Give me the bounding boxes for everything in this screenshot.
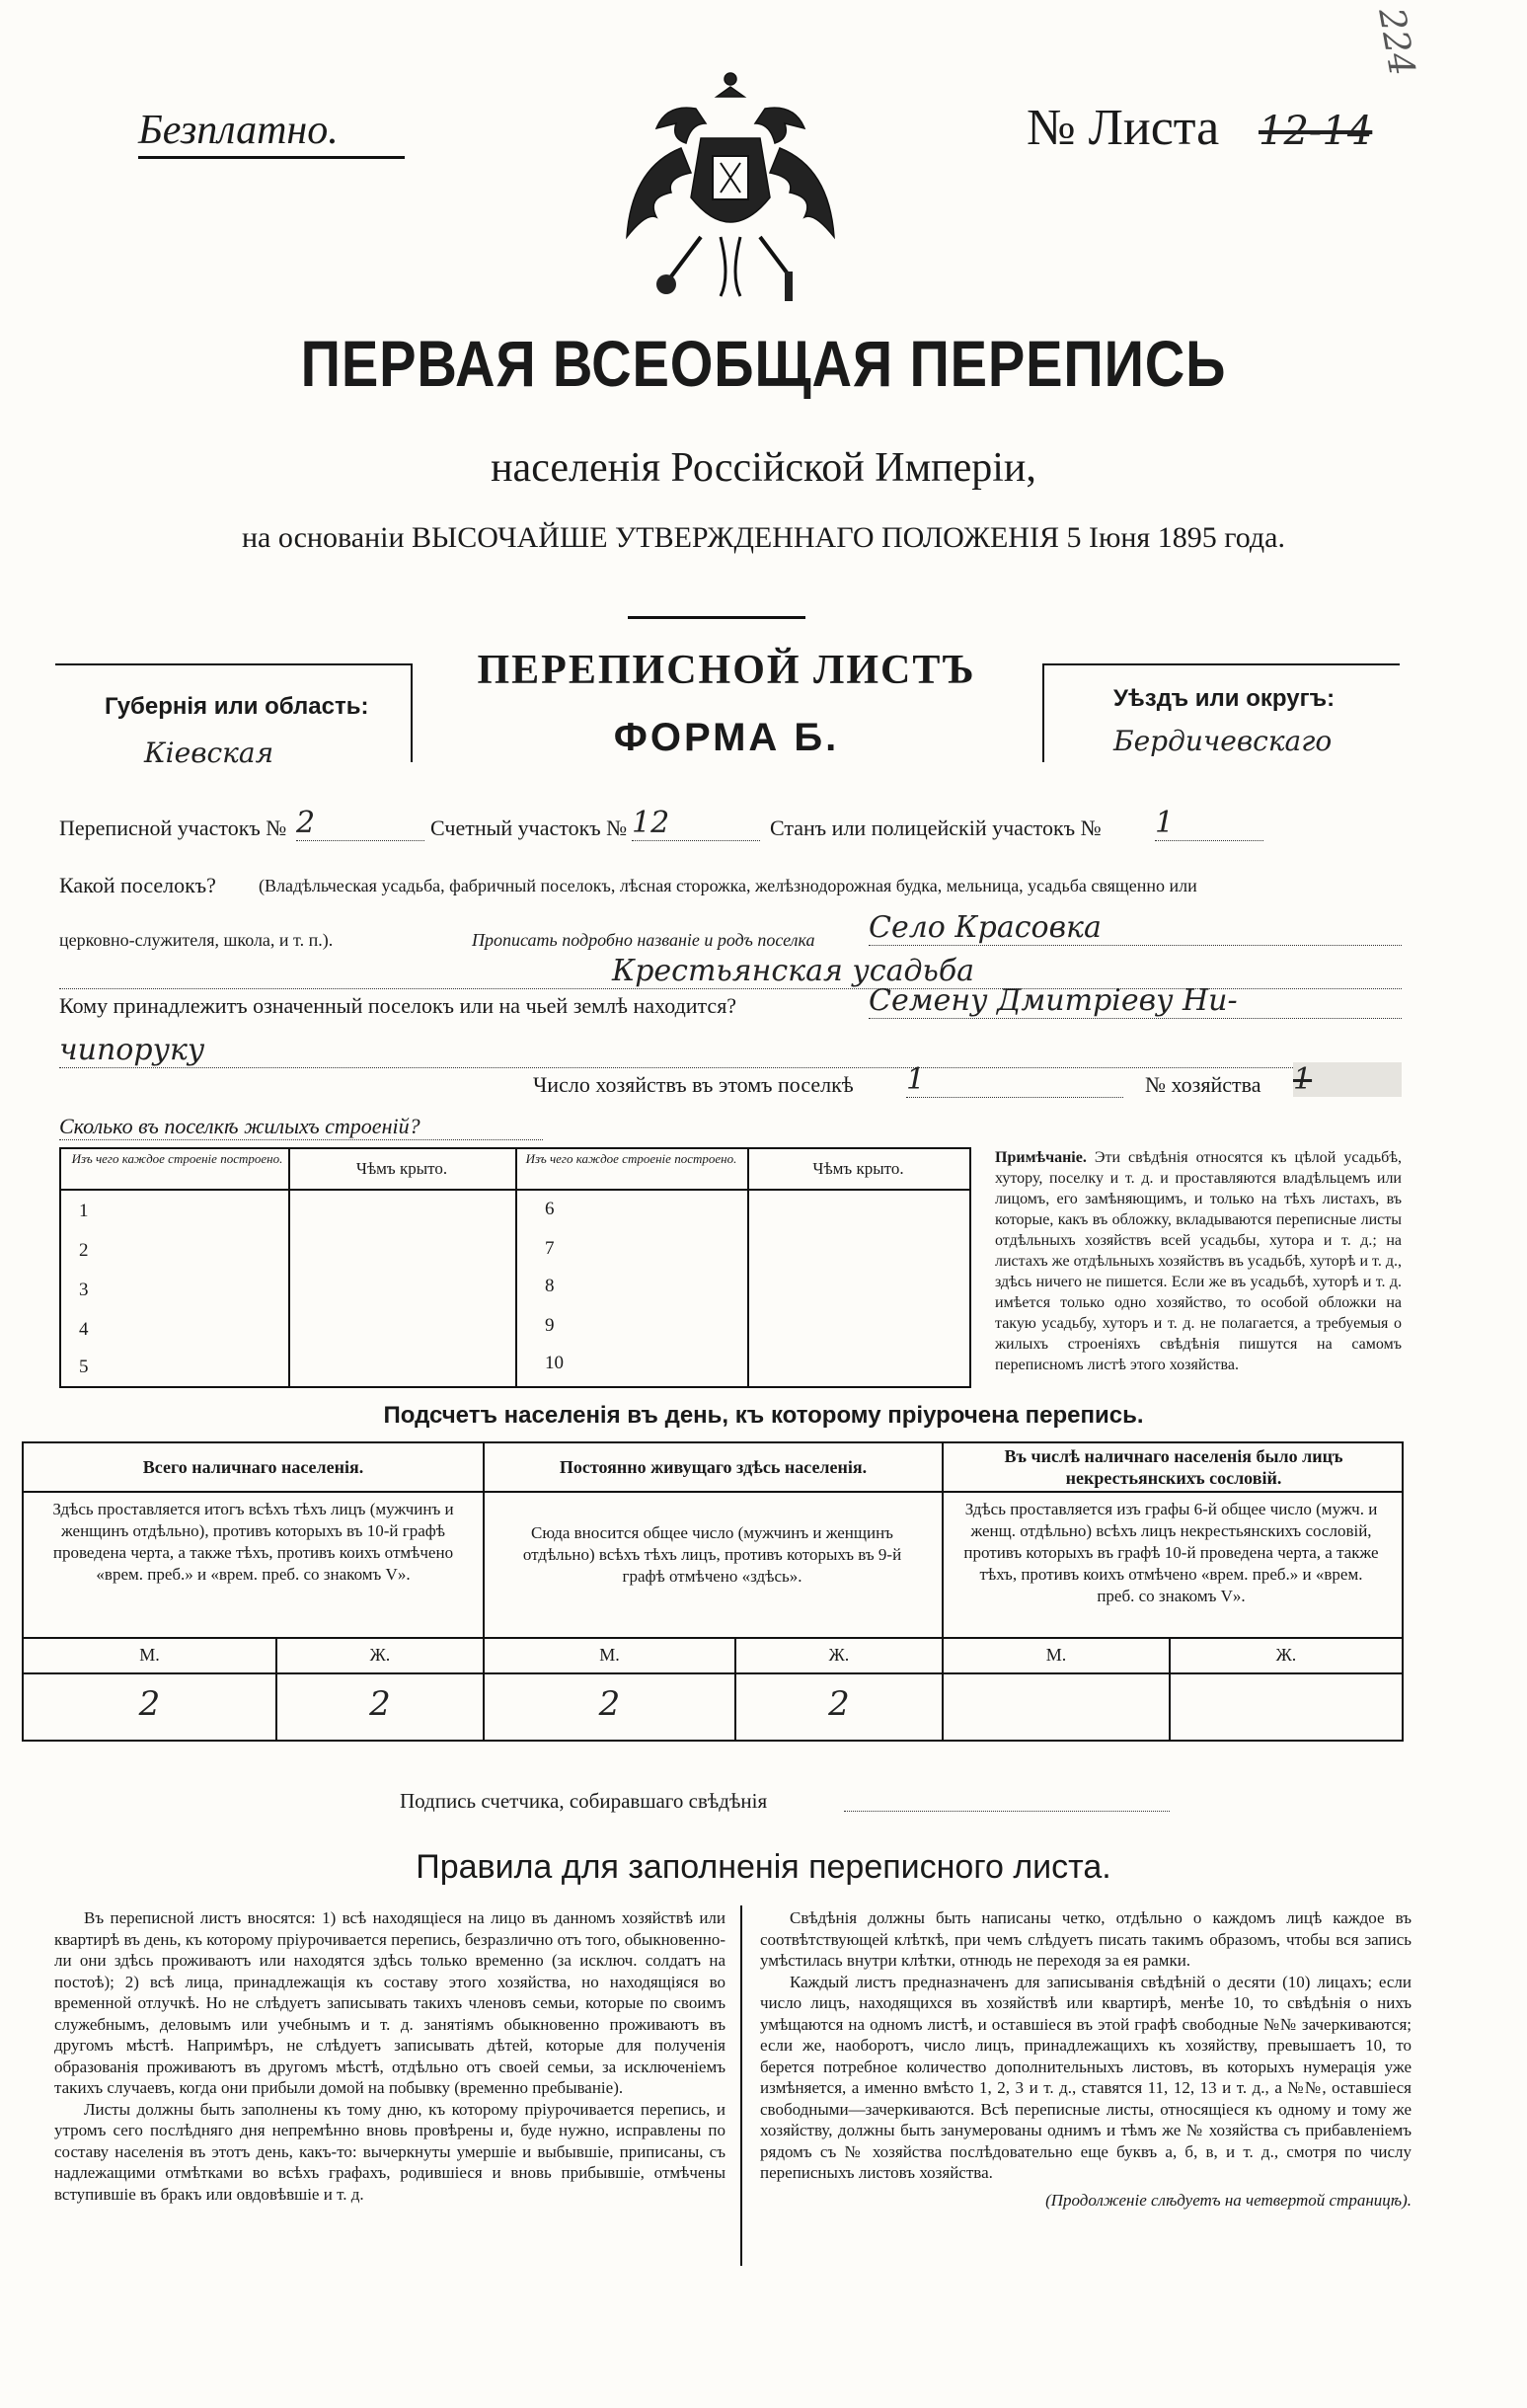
census-district-label: Переписной участокъ № [59,816,287,840]
rules-left-column [54,1907,725,2205]
sheet-number-value: 12-14 [1259,109,1373,154]
sheet-number-label: № Листа [1027,100,1220,156]
remark-block [995,1147,1402,1375]
male-header: М. [139,1645,160,1665]
gubernia-value: Кіевская [144,737,274,769]
remark-text: Эти свѣдѣнія относятся къ цѣлой усадьбѣ, хутору, поселку и т. д. и проставляются владѣльцемъ или лицомъ, его замѣняющимъ, и только на тѣхъ листахъ, въ которые, какъ въ обложку, вкладываются переписные листы отдѣльныхъ хозяйствъ всей усадьбы, хутора и т. д.; на листахъ же отдѣльныхъ хозяйствъ въ усадьбѣ, хуторѣ и т. д., здѣсь ничего не пишется. Если же въ усадьбѣ, хуторѣ и т. д. имѣется только одно хозяйство, то особой обложки на такую усадьбу, хуторъ и т. д. не полагается, а требуемыя о жилыхъ строеніяхъ свѣдѣнія пишутся на самомъ переписномъ листѣ этого хозяйства. [995,1149,1403,1373]
signature-line[interactable] [844,1811,1170,1812]
buildings-row-num: 5 [79,1357,89,1377]
non-peasant-title: Въ числѣ наличнаго населенія было лицъ некрестьянскихъ сословій. [1004,1446,1343,1488]
rules-title: Правила для заполненія переписного листа. [416,1848,1111,1886]
buildings-col-roof: Чѣмъ крыто. [355,1159,448,1178]
male-header: М. [599,1645,620,1665]
owner-value-2[interactable]: чипоруку [59,1033,1402,1068]
owner-value-1[interactable]: Семену Дмитріеву Ни- [869,983,1402,1019]
households-value[interactable]: 1 [906,1062,1123,1098]
buildings-row-num: 7 [545,1238,555,1259]
permanent-male-value[interactable]: 2 [598,1684,621,1724]
permanent-female-value[interactable]: 2 [828,1684,850,1724]
stan-label: Станъ или полицейскій участокъ № [770,816,1102,840]
households-label: Число хозяйствъ въ этомъ поселкѣ [533,1072,854,1097]
settlement-hint-2: церковно-служителя, школа, и т. п.). [59,930,334,950]
buildings-row-num: 8 [545,1276,555,1296]
permanent-population-title: Постоянно живущаго здѣсь населенія. [559,1457,868,1477]
buildings-table [59,1147,971,1388]
buildings-row-num: 4 [79,1319,89,1340]
total-female-value[interactable]: 2 [369,1684,391,1724]
counting-district-label: Счетный участокъ № [430,816,628,840]
gubernia-label: Губернія или область: [105,693,369,720]
buildings-col-material: Изъ чего каждое строеніе построено. [71,1151,283,1166]
uezd-box [1042,663,1400,762]
buildings-row-num: 3 [79,1280,89,1300]
rules-right-para-2: Каждый листъ предназначенъ для записыванія свѣдѣній о десяти (10) лицахъ; если число лицъ, находящихся въ хозяйствѣ или квартирѣ, менѣе 10, то свѣдѣнія о нихъ умѣщаются на одномъ листѣ, и оставшіеся въ этой графѣ свободные №№ зачеркиваются; если же, наоборотъ, число лицъ, принадлежащихъ къ хозяйству, превышаетъ 10, то берется потребное количество дополнительныхъ листовъ, въ которыхъ нумерація уже измѣняется, а именно вмѣсто 1, 2, 3 и т. д., ставятся 11, 12, 13 и т. д., а №№, оставшіеся свободными—зачеркиваются. Всѣ переписные листы, относящіеся къ одному и тому же хозяйству, должны быть занумерованы однимъ и тѣмъ же № хозяйства съ прибавленіемъ рядомъ съ № хозяйства послѣдовательно еще буквъ а, б, в, и т. д., смотря по числу переписныхъ листовъ хозяйства. [760,1972,1412,2182]
buildings-col-roof-2: Чѣмъ крыто. [812,1159,904,1178]
owner-label: Кому принадлежитъ означенный поселокъ или на чьей землѣ находится? [59,993,737,1018]
total-population-text: Здѣсь проставляется итогъ всѣхъ тѣхъ лицъ (мужчинъ и женщинъ отдѣльно), противъ которыхъ въ 10-й графѣ проведена черта, а также тѣхъ, противъ коихъ отмѣчено «врем. преб.» и «врем. преб. со знакомъ V». [52,1500,454,1584]
legal-basis: на основаніи ВЫСОЧАЙШЕ УТВЕРЖДЕННАГО ПОЛОЖЕНІЯ 5 Іюня 1895 года. [242,521,1285,554]
free-label: Безплатно. [138,108,339,153]
imperial-eagle-emblem [622,69,839,306]
settlement-hint: (Владѣльческая усадьба, фабричный поселокъ, лѣсная сторожка, желѣзнодорожная будка, мельница, усадьба священно или [259,876,1197,895]
non-peasant-text: Здѣсь проставляется изъ графы 6-й общее число (мужч. и женщ. отдѣльно) всѣхъ лицъ некрестьянскихъ сословій, противъ которыхъ въ графѣ 10-й проведена черта, а также тѣхъ, противъ коихъ отмѣчено «врем. преб.» и «врем. преб. со знакомъ V». [963,1500,1379,1605]
rules-right-column [760,1907,1412,2211]
stan-value[interactable]: 1 [1155,806,1263,841]
total-population-title: Всего наличнаго населенія. [142,1457,364,1477]
total-male-value[interactable]: 2 [138,1684,161,1724]
population-table [22,1441,1404,1742]
settlement-instruction: Прописать подробно названіе и родъ поселка [472,930,815,950]
uezd-label: Уѣздъ или округъ: [1113,685,1336,712]
buildings-row-num: 1 [79,1201,89,1221]
population-heading: Подсчетъ населенія въ день, къ которому пріурочена перепись. [383,1402,1144,1429]
buildings-row-num: 9 [545,1315,555,1336]
rules-left-para-2: Листы должны быть заполнены къ тому дню, къ которому пріурочивается перепись, и утромъ сего послѣдняго дня непремѣнно вновь провѣрены и, буде нужно, исправлены по составу населенія въ этотъ день, какъ-то: вычеркнуты умершіе и выбывшіе, приписаны, съ надлежащими отмѣтками во всѣхъ графахъ, родившіеся и вновь прибывшіе, отмѣчены вступившіе въ бракъ или овдовѣвшіе и т. д. [54,2099,725,2204]
settlement-value-2[interactable]: Крестьянская усадьба [59,954,1402,989]
buildings-row-num: 6 [545,1199,555,1219]
counting-district-value[interactable]: 12 [632,806,760,841]
remark-title: Примѣчаніе. [995,1149,1087,1166]
household-number-label: № хозяйства [1145,1072,1261,1097]
household-number-value[interactable]: 1 [1293,1062,1402,1097]
rules-left-para-1: Въ переписной листъ вносятся: 1) всѣ находящіеся на лицо въ данномъ хозяйствѣ или квартирѣ въ день, къ которому пріурочивается перепись, безразлично отъ того, обыкновенно-ли они здѣсь проживаютъ или находятся здѣсь только временно (за исключ. солдатъ на постоѣ); 2) всѣ лица, принадлежащія къ составу этого хозяйства, но находящіяся во временной отлучкѣ. Но не слѣдуетъ записывать такихъ членовъ семьи, которые по своимъ служебнымъ, деловымъ или учебнымъ и т. д. занятіямъ обыкновенно проживаютъ въ другомъ мѣстѣ. Напримѣръ, не слѣдуетъ записывать дѣтей, которые для полученія образованія проживаютъ въ другомъ мѣстѣ, отдѣльно отъ своей семьи, за исключеніемъ такихъ случаевъ, когда они прибыли домой на побывку (временно пребываніе). [54,1908,725,2097]
settlement-value-1[interactable]: Село Красовка [869,910,1402,946]
permanent-population-text: Сюда вносится общее число (мужчинъ и женщинъ отдѣльно) всѣхъ тѣхъ лицъ, противъ которыхъ въ 9-й графѣ отмѣчено «здѣсь». [522,1523,902,1586]
buildings-col-material-2: Изъ чего каждое строеніе построено. [525,1151,737,1166]
main-title: ПЕРВАЯ ВСЕОБЩАЯ ПЕРЕПИСЬ [300,327,1227,400]
gubernia-box [55,663,413,769]
buildings-row-num: 10 [545,1353,564,1373]
male-header: М. [1045,1645,1067,1665]
female-header: Ж. [828,1645,850,1665]
subtitle: населенія Россійской Имперіи, [491,445,1036,491]
corner-page-number: 224 [1370,5,1422,79]
female-header: Ж. [1275,1645,1297,1665]
form-name: ФОРМА Б. [613,716,840,759]
uezd-value: Бердичевскаго [1113,725,1333,757]
female-header: Ж. [369,1645,391,1665]
census-sheet-title: ПЕРЕПИСНОЙ ЛИСТЪ [477,648,976,693]
buildings-label: Сколько въ поселкѣ жилыхъ строеній? [59,1114,543,1140]
signature-label: Подпись счетчика, собиравшаго свѣдѣнія [400,1789,768,1813]
rules-right-para-1: Свѣдѣнія должны быть написаны четко, отдѣльно о каждомъ лицѣ каждое въ соотвѣтствующей клѣткѣ, при чемъ слѣдуетъ писать такимъ образомъ, чтобы вся запись умѣстилась внутри клѣтки, отнюдь не переходя за ея рамки. [760,1908,1412,1970]
rules-continued: (Продолженіе слѣдуетъ на четвертой страницѣ). [1045,2190,1412,2210]
census-district-value[interactable]: 2 [296,806,424,841]
buildings-row-num: 2 [79,1240,89,1261]
settlement-label: Какой поселокъ? [59,873,216,897]
